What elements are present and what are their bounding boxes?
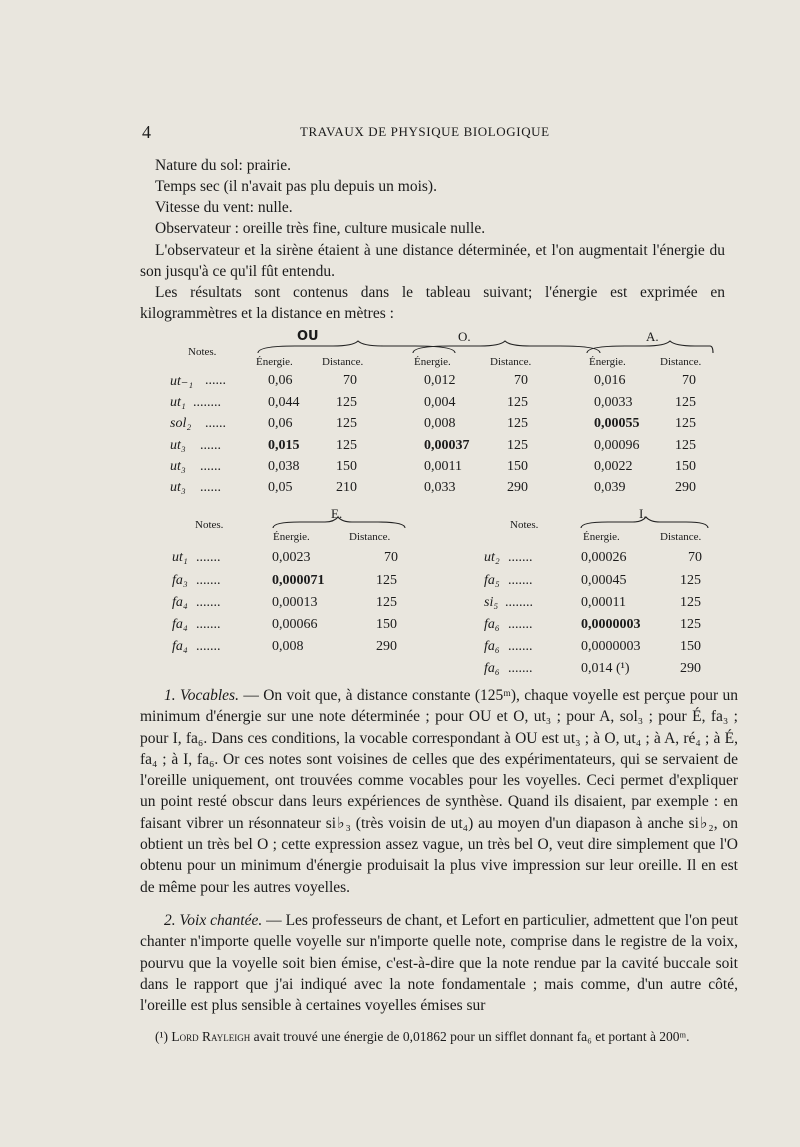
distance-header: Distance. <box>349 531 391 543</box>
e-energy: 0,0023 <box>272 550 311 565</box>
i-energy: 0,014 (¹) <box>581 661 630 676</box>
a-distance: 125 <box>675 438 696 453</box>
a-energy: 0,0033 <box>594 395 633 410</box>
energy-header: Énergie. <box>273 531 310 543</box>
ou-distance: 210 <box>336 480 357 495</box>
e-distance: 150 <box>376 617 397 632</box>
footnote-author: Lord Rayleigh <box>171 1029 251 1044</box>
intro-line: Nature du sol: prairie. <box>155 157 292 174</box>
o-distance: 125 <box>507 438 528 453</box>
energy-header: Énergie. <box>414 356 451 368</box>
group-label-e: E. <box>331 506 343 521</box>
note-name: fa₄ <box>172 617 188 632</box>
section-vocables <box>140 685 738 898</box>
note-name: ut₂ <box>484 550 500 565</box>
group-label-o: O. <box>458 329 471 344</box>
i-distance: 125 <box>680 573 701 588</box>
ou-distance: 70 <box>343 373 357 388</box>
o-distance: 125 <box>507 416 528 431</box>
running-title: TRAVAUX DE PHYSIQUE BIOLOGIQUE <box>300 124 550 139</box>
i-distance: 290 <box>680 661 701 676</box>
leader-dots: ........ <box>505 595 533 610</box>
intro-line: Observateur : oreille très fine, culture musicale nulle. <box>155 220 486 237</box>
a-energy: 0,039 <box>594 480 626 495</box>
energy-header: Énergie. <box>583 531 620 543</box>
note-name: fa₆ <box>484 639 500 654</box>
section-voix-chantee <box>140 910 738 1016</box>
a-distance: 70 <box>682 373 696 388</box>
leader-dots: ....... <box>196 639 221 654</box>
leader-dots: ....... <box>508 639 533 654</box>
intro-line: Vitesse du vent: nulle. <box>155 199 293 216</box>
a-energy: 0,00055 <box>594 416 640 431</box>
note-name: fa₄ <box>172 595 188 610</box>
energy-header: Énergie. <box>589 356 626 368</box>
distance-header: Distance. <box>322 356 364 368</box>
a-energy: 0,0022 <box>594 459 633 474</box>
a-energy: 0,00096 <box>594 438 640 453</box>
footnote <box>155 1028 730 1045</box>
i-distance: 125 <box>680 617 701 632</box>
i-energy: 0,0000003 <box>581 617 641 632</box>
notes-header: Notes. <box>510 519 539 531</box>
leader-dots: ........ <box>193 395 221 410</box>
e-energy: 0,000071 <box>272 573 325 588</box>
i-distance: 70 <box>688 550 702 565</box>
o-distance: 290 <box>507 480 528 495</box>
ou-energy: 0,06 <box>268 373 293 388</box>
e-distance: 125 <box>376 595 397 610</box>
ou-distance: 125 <box>336 395 357 410</box>
e-energy: 0,00013 <box>272 595 318 610</box>
ou-distance: 125 <box>336 438 357 453</box>
o-distance: 125 <box>507 395 528 410</box>
a-distance: 150 <box>675 459 696 474</box>
ou-energy: 0,05 <box>268 480 293 495</box>
leader-dots: ....... <box>196 573 221 588</box>
a-distance: 290 <box>675 480 696 495</box>
note-name: ut₋₁ <box>170 374 194 389</box>
o-energy: 0,0011 <box>424 459 462 474</box>
intro-paragraph: Les résultats sont contenus dans le tableau suivant; l'énergie est exprimée en kilogrammètres et la distance en mètres : <box>140 284 725 323</box>
leader-dots: ...... <box>200 438 221 453</box>
e-distance: 70 <box>384 550 398 565</box>
ou-energy: 0,015 <box>268 438 300 453</box>
leader-dots: ....... <box>508 617 533 632</box>
e-distance: 290 <box>376 639 397 654</box>
i-energy: 0,00045 <box>581 573 627 588</box>
o-energy: 0,004 <box>424 395 456 410</box>
note-name: ut₃ <box>170 438 186 453</box>
distance-header: Distance. <box>490 356 532 368</box>
footnote-marker: (¹) <box>155 1029 169 1044</box>
i-energy: 0,0000003 <box>581 639 641 654</box>
footnote-text: avait trouvé une énergie de 0,01862 pour un sifflet donnant fa₆ et portant à 200ᵐ. <box>250 1029 690 1044</box>
distance-header: Distance. <box>660 531 702 543</box>
intro-paragraph: L'observateur et la sirène étaient à une distance déterminée, et l'on augmentait l'énergie du son jusqu'à ce qu'il fût entendu. <box>140 242 725 281</box>
energy-header: Énergie. <box>256 356 293 368</box>
i-distance: 150 <box>680 639 701 654</box>
note-name: ut₃ <box>170 480 186 495</box>
a-distance: 125 <box>675 416 696 431</box>
i-energy: 0,00026 <box>581 550 627 565</box>
note-name: fa₆ <box>484 661 500 676</box>
leader-dots: ...... <box>205 416 226 431</box>
i-distance: 125 <box>680 595 701 610</box>
leader-dots: ....... <box>508 573 533 588</box>
i-energy: 0,00011 <box>581 595 626 610</box>
e-energy: 0,00066 <box>272 617 318 632</box>
note-name: ut₃ <box>170 459 186 474</box>
o-energy: 0,00037 <box>424 438 470 453</box>
leader-dots: ....... <box>196 617 221 632</box>
group-brace <box>578 516 718 530</box>
a-energy: 0,016 <box>594 373 626 388</box>
note-name: ut₁ <box>172 550 188 565</box>
notes-header: Notes. <box>195 519 224 531</box>
ou-energy: 0,038 <box>268 459 300 474</box>
note-name: ut₁ <box>170 395 186 410</box>
ou-energy: 0,044 <box>268 395 300 410</box>
leader-dots: ....... <box>508 550 533 565</box>
leader-dots: ....... <box>508 661 533 676</box>
intro-line: Temps sec (il n'avait pas plu depuis un mois). <box>155 178 437 195</box>
o-energy: 0,008 <box>424 416 456 431</box>
a-distance: 125 <box>675 395 696 410</box>
e-distance: 125 <box>376 573 397 588</box>
e-energy: 0,008 <box>272 639 304 654</box>
o-distance: 150 <box>507 459 528 474</box>
o-energy: 0,012 <box>424 373 456 388</box>
section-heading: 2. Voix chantée. <box>164 912 263 929</box>
leader-dots: ...... <box>200 459 221 474</box>
notes-header: Notes. <box>188 346 217 358</box>
o-distance: 70 <box>514 373 528 388</box>
ou-energy: 0,06 <box>268 416 293 431</box>
section-heading: 1. Vocables. <box>164 687 239 704</box>
section-body: — On voit que, à distance constante (125ᵐ), chaque voyelle est perçue pour un minimum d'énergie sur une note déterminée ; pour OU et O, ut₃ ; pour A, sol₃ ; pour É, fa₃ ; pour I, fa₆. Dans ces conditions, la vocable correspondant à OU est ut₃ ; à O, ut₄ ; à A, ré₄ ; à É, fa₄ ; à I, fa₆. Or ces notes sont voisines de celles que des expérimentateurs, qui se servaient de l'oreille uniquement, ont trouvées comme vocables pour les voyelles. Ceci permet d'expliquer un point resté obscur dans leurs expériences de synthèse. Quand ils disaient, par exemple : en faisant vibrer un résonnateur si♭₃ (très voisin de ut₄) au moyen d'un diapason à anche si♭₂, on obtient un très bel O ; cette expression assez vague, un très bel O, veut dire simplement que l'O obtenu pour un minimum d'énergie produisait la plus vive impression sur leur oreille. Il en est de même pour les autres voyelles. <box>140 687 738 896</box>
leader-dots: ...... <box>200 480 221 495</box>
group-braces <box>255 340 715 356</box>
leader-dots: ...... <box>205 373 226 388</box>
leader-dots: ....... <box>196 550 221 565</box>
note-name: fa₅ <box>484 573 500 588</box>
note-name: fa₆ <box>484 617 500 632</box>
group-label-a: A. <box>646 329 659 344</box>
group-label-i: I. <box>639 506 647 521</box>
section-body: — Les professeurs de chant, et Lefort en particulier, admettent que l'on peut chanter n'importe quelle voyelle sur n'importe quelle note, comprise dans le registre de la voix, pourvu que la voyelle soit bien émise, c'est-à-dire que la note rendue par la cavité buccale soit dans le rapport que j'ai indiqué avec la note fondamentale ; mais comme, d'un autre côté, l'oreille est plus sensible à certaines voyelles émises sur <box>140 912 738 1015</box>
ou-distance: 150 <box>336 459 357 474</box>
distance-header: Distance. <box>660 356 702 368</box>
leader-dots: ....... <box>196 595 221 610</box>
note-name: fa₃ <box>172 573 188 588</box>
note-name: sol₂ <box>170 416 192 431</box>
note-name: si₅ <box>484 595 499 610</box>
page-number: 4 <box>142 122 151 142</box>
note-name: fa₄ <box>172 639 188 654</box>
o-energy: 0,033 <box>424 480 456 495</box>
group-label-ou: OU <box>297 329 319 344</box>
group-brace <box>270 516 410 530</box>
ou-distance: 125 <box>336 416 357 431</box>
